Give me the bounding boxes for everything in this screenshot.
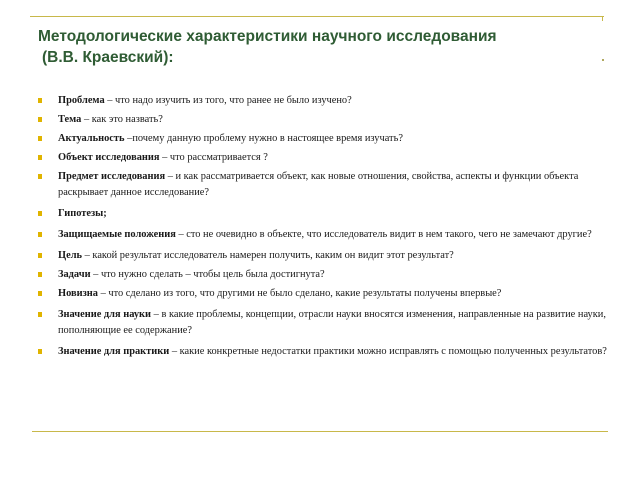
item-text: – какой результат исследователь намерен получить, каким он видит этот результат?	[82, 250, 454, 261]
item-term: Значение для практики	[58, 346, 170, 357]
item-text: – и как рассматривается объект, как новые отношения, свойства, аспекты и функции объекта раскрывает данное исследование?	[58, 171, 579, 198]
item-text: – как это назвать?	[81, 114, 163, 125]
item-text: – что нужно сделать – чтобы цель была достигнута?	[90, 269, 325, 280]
slide-title	[38, 26, 598, 68]
bullet-icon	[38, 349, 42, 354]
item-text: –почему данную проблему нужно в настоящее время изучать?	[124, 133, 403, 144]
characteristics-list	[38, 93, 608, 363]
list-item	[38, 206, 608, 222]
decorative-dot	[602, 59, 604, 61]
bullet-icon	[38, 253, 42, 258]
list-item	[38, 267, 608, 283]
slide-title-line2: (В.В. Краевский):	[42, 49, 174, 66]
bullet-icon	[38, 232, 42, 237]
item-term: Тема	[58, 114, 82, 125]
list-item	[38, 93, 608, 109]
list-item	[38, 307, 608, 339]
bullet-icon	[38, 98, 42, 103]
item-term: Защищаемые положения	[58, 229, 176, 240]
item-term: Новизна	[58, 288, 98, 299]
list-item	[38, 131, 608, 147]
item-term: Гипотезы;	[58, 208, 107, 219]
bullet-icon	[38, 272, 42, 277]
list-item	[38, 227, 608, 243]
item-text: – в какие проблемы, концепции, отрасли науки вносятся изменения, направленные на развитие науки, пополняющие ее содержание?	[58, 309, 606, 336]
list-item	[38, 286, 608, 302]
list-item	[38, 112, 608, 128]
list-item	[38, 344, 608, 360]
list-item	[38, 248, 608, 264]
item-text: – сто не очевидно в объекте, что исследователь видит в нем такого, чего не замечают другие?	[175, 229, 592, 240]
item-term: Объект исследования	[58, 152, 160, 163]
slide-title-line1: Методологические характеристики научного исследования	[38, 28, 497, 45]
item-term: Проблема	[58, 95, 105, 106]
list-item	[38, 150, 608, 166]
item-term: Актуальность	[58, 133, 125, 144]
list-item	[38, 169, 608, 201]
item-text: – что сделано из того, что другими не было сделано, какие результаты получены впервые?	[97, 288, 502, 299]
bullet-icon	[38, 211, 42, 216]
bullet-icon	[38, 117, 42, 122]
top-divider-tick	[602, 16, 603, 21]
item-term: Цель	[58, 250, 83, 261]
item-term: Задачи	[58, 269, 91, 280]
bottom-divider	[32, 431, 608, 432]
bullet-icon	[38, 155, 42, 160]
item-term: Значение для науки	[58, 309, 152, 320]
item-text: – какие конкретные недостатки практики можно исправлять с помощью полученных результатов?	[169, 346, 607, 357]
bullet-icon	[38, 312, 42, 317]
bullet-icon	[38, 291, 42, 296]
item-term: Предмет исследования	[58, 171, 166, 182]
bullet-icon	[38, 174, 42, 179]
item-text: – что надо изучить из того, что ранее не было изучено?	[104, 95, 352, 106]
bullet-icon	[38, 136, 42, 141]
item-text: – что рассматривается ?	[159, 152, 268, 163]
top-divider	[30, 16, 604, 17]
